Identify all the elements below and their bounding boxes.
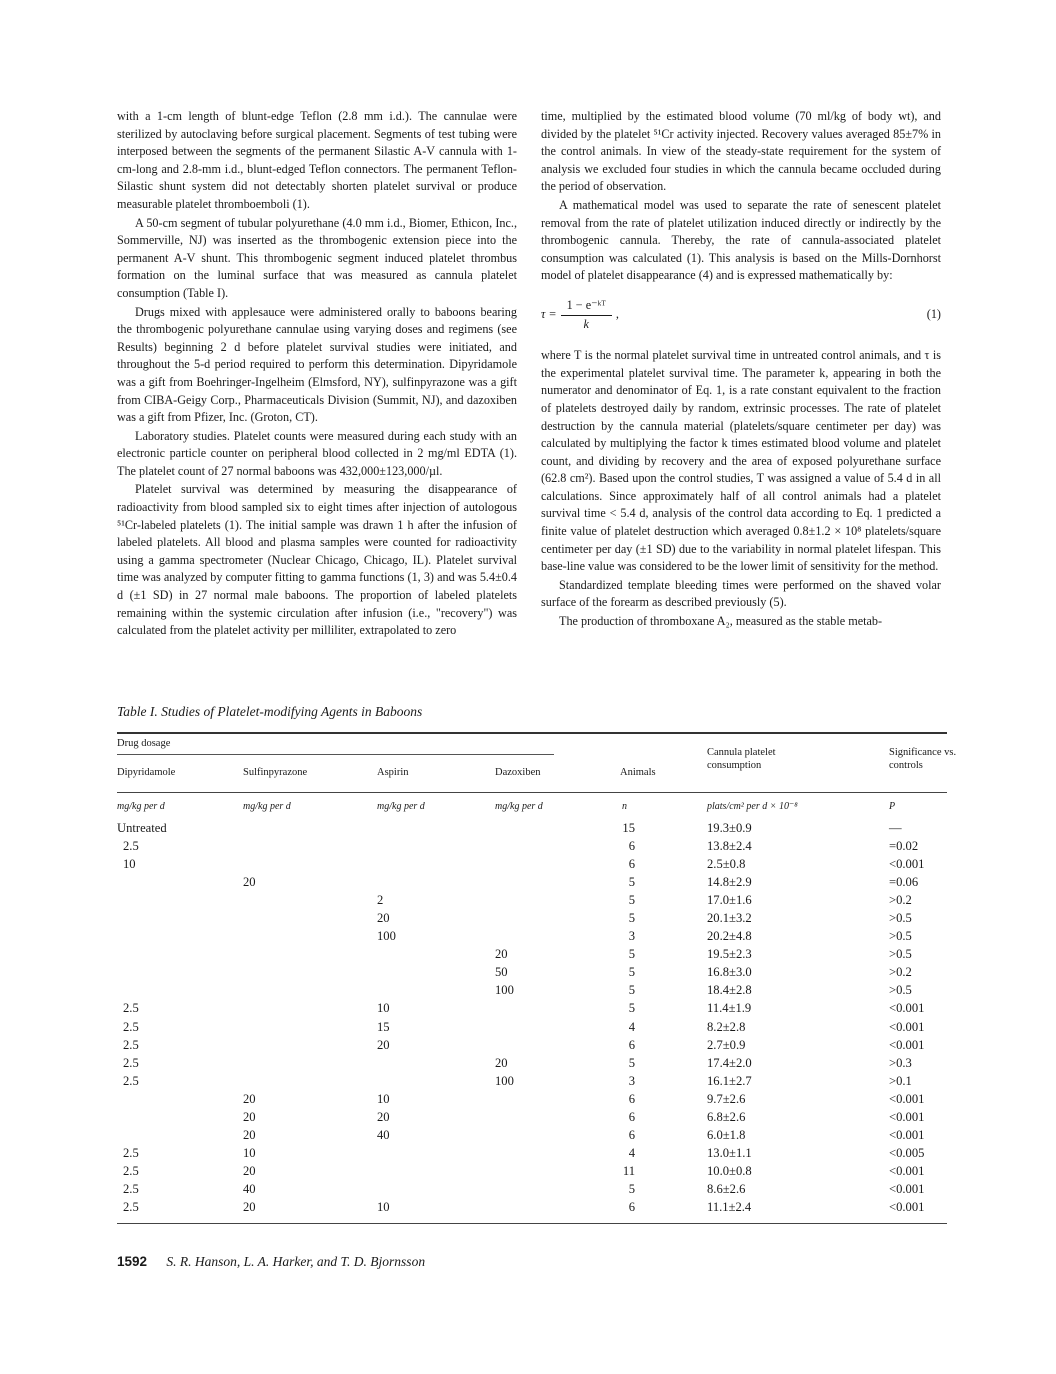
significance-cell: >0.2 xyxy=(889,892,912,907)
dipyridamole-cell: 10 xyxy=(123,856,136,871)
col-header-dazoxiben: Dazoxiben xyxy=(495,766,541,778)
consumption-cell: 9.7±2.6 xyxy=(707,1091,746,1106)
page-footer xyxy=(117,1254,425,1270)
animals-cell: 5 xyxy=(628,1001,635,1016)
table-body xyxy=(117,821,947,1219)
table-row xyxy=(117,821,947,839)
animals-cell: 11 xyxy=(622,1164,635,1179)
aspirin-cell: 10 xyxy=(377,1001,390,1016)
equation-denominator: k xyxy=(583,316,589,331)
consumption-cell: 16.1±2.7 xyxy=(707,1073,752,1088)
sulfinpyrazone-cell: 20 xyxy=(243,1091,256,1106)
animals-cell: 4 xyxy=(628,1146,635,1161)
significance-cell: >0.3 xyxy=(889,1055,912,1070)
table-group-header-row xyxy=(117,734,947,754)
significance-cell: <0.001 xyxy=(889,856,925,871)
significance-cell: <0.001 xyxy=(889,1128,925,1143)
unit-cell: n xyxy=(622,800,627,812)
dazoxiben-cell: 20 xyxy=(495,947,508,962)
equation-numerator: 1 − e⁻ᵏᵀ xyxy=(561,297,612,316)
sulfinpyrazone-cell: 20 xyxy=(243,1128,256,1143)
table-row xyxy=(117,857,947,875)
consumption-cell: 19.3±0.9 xyxy=(707,820,752,835)
table-caption: Table I. Studies of Platelet-modifying Agents in Baboons xyxy=(117,704,423,719)
aspirin-cell: 20 xyxy=(377,1037,390,1052)
consumption-cell: 20.2±4.8 xyxy=(707,929,752,944)
table-row xyxy=(117,1128,947,1146)
sulfinpyrazone-cell: 20 xyxy=(243,1200,256,1215)
table-row xyxy=(117,875,947,893)
table-row xyxy=(117,929,947,947)
dipyridamole-cell: Untreated xyxy=(117,820,167,835)
consumption-cell: 6.0±1.8 xyxy=(707,1128,746,1143)
dipyridamole-cell: 2.5 xyxy=(123,1001,139,1016)
table-bottom-rule xyxy=(117,1223,947,1224)
significance-cell: >0.5 xyxy=(889,929,912,944)
significance-cell: >0.5 xyxy=(889,947,912,962)
table-row xyxy=(117,1200,947,1218)
animals-cell: 6 xyxy=(628,1110,635,1124)
significance-cell: <0.001 xyxy=(889,1200,925,1215)
unit-cell: plats/cm² per d × 10⁻⁸ xyxy=(707,800,798,812)
paragraph: Drugs mixed with applesauce were administered orally to baboons bearing the thrombogenic polyurethane cannulae using varying doses and regimens (see Results) beginning 2 d before platelet survival studies were initiated, and throughout the 5-d period required to perform this determination. Dipyridamole was a gift from Boehringer-Ingelheim (Elmsford, NY), sulfinpyrazone was a gift from CIBA-Geigy Corp., Pharmaceuticals Division (Summit, NJ), and dazoxiben was a gift from Pfizer, Inc. (Groton, CT). xyxy=(117,304,517,425)
animals-cell: 5 xyxy=(628,892,635,907)
dipyridamole-cell: 2.5 xyxy=(123,838,139,853)
animals-cell: 6 xyxy=(628,1128,635,1143)
equation-number: (1) xyxy=(926,307,941,322)
aspirin-cell: 2 xyxy=(377,892,384,907)
table-row xyxy=(117,839,947,857)
aspirin-cell: 20 xyxy=(377,1110,390,1124)
paragraph: The production of thromboxane A₂, measured as the stable metab- xyxy=(559,614,883,629)
animals-cell: 5 xyxy=(628,874,635,889)
sulfinpyrazone-cell: 20 xyxy=(243,1110,256,1124)
animals-cell: 5 xyxy=(628,965,635,980)
table-row xyxy=(117,911,947,929)
dazoxiben-cell: 100 xyxy=(495,983,514,998)
consumption-cell: 13.8±2.4 xyxy=(707,838,752,853)
dazoxiben-cell: 50 xyxy=(495,965,508,980)
table-units-row xyxy=(117,793,947,821)
aspirin-cell: 20 xyxy=(377,910,390,925)
table-row xyxy=(117,1020,947,1038)
table-row xyxy=(117,965,947,983)
col-header-aspirin: Aspirin xyxy=(377,766,409,778)
consumption-cell: 14.8±2.9 xyxy=(707,874,752,889)
significance-cell: <0.001 xyxy=(889,1110,925,1124)
table-row xyxy=(117,1164,947,1182)
table-row xyxy=(117,1182,947,1200)
table-row xyxy=(117,1074,947,1092)
consumption-cell: 8.2±2.8 xyxy=(707,1019,746,1034)
aspirin-cell: 10 xyxy=(377,1200,390,1215)
paragraph: with a 1-cm length of blunt-edge Teflon (2.8 mm i.d.). The cannulae were sterilized by autoclaving before surgical placement. Segments of test tubing were interposed between the segments of the permanent Silastic A-V cannula with 1-cm-long and 2.8-mm i.d., blunt-edged Teflon connectors. The permanent Teflon-Silastic shunt system did not detectably shorten platelet survival or produce measurable platelet thromboemboli (1). xyxy=(117,109,517,211)
consumption-cell: 8.6±2.6 xyxy=(707,1182,746,1197)
significance-cell: >0.5 xyxy=(889,983,912,998)
paragraph: time, multiplied by the estimated blood volume (70 ml/kg of body wt), and divided by the platelet ⁵¹Cr activity injected. Recovery values averaged 85±7% in the control animals. In view of the steady-state requirement for the system of analysis we excluded four studies in which the cannula became occluded during the period of observation. xyxy=(541,109,941,194)
col-header-sulfinpyrazone: Sulfinpyrazone xyxy=(243,766,308,778)
table-row xyxy=(117,983,947,1001)
paragraph: A 50-cm segment of tubular polyurethane (4.0 mm i.d., Biomer, Ethicon, Inc., Sommerville, NJ) was inserted as the thrombogenic extension piece into the permanent A-V shunt. This thrombogenic segment induced platelet thrombus formation on the luminal surface that was measured as cannula platelet consumption (Table I). xyxy=(117,215,517,300)
significance-cell: >0.2 xyxy=(889,965,912,980)
dipyridamole-cell: 2.5 xyxy=(123,1019,139,1034)
table-row xyxy=(117,1110,947,1128)
animals-cell: 6 xyxy=(628,1200,635,1215)
consumption-cell: 20.1±3.2 xyxy=(707,910,752,925)
significance-cell: — xyxy=(889,820,902,835)
significance-cell: >0.1 xyxy=(889,1073,912,1088)
animals-cell: 5 xyxy=(628,947,635,962)
equation-fraction xyxy=(561,297,612,333)
consumption-cell: 13.0±1.1 xyxy=(707,1146,752,1161)
animals-cell: 5 xyxy=(628,910,635,925)
unit-cell: mg/kg per d xyxy=(117,800,165,812)
consumption-cell: 17.4±2.0 xyxy=(707,1055,752,1070)
author-line: S. R. Hanson, L. A. Harker, and T. D. Bjornsson xyxy=(166,1254,426,1269)
paragraph: Platelet survival was determined by measuring the disappearance of radioactivity from blood sampled six to eight times after injection of autologous ⁵¹Cr-labeled platelets (1). The initial sample was drawn 1 h after the infusion of labeled platelets. All blood and plasma samples were counted for radioactivity using a gamma spectrometer (Nuclear Chicago, Chicago, IL). Platelet survival time was analyzed by computer fitting to gamma functions (1, 3) and was 5.4±0.4 d (±1 SD) in 27 normal male baboons. The proportion of labeled platelets remaining within the systemic circulation after infusion (i.e., "recovery") was calculated from the platelet activity per milliliter, extrapolated to zero xyxy=(117,482,517,638)
dipyridamole-cell: 2.5 xyxy=(123,1055,139,1070)
equation-1 xyxy=(541,297,941,333)
dipyridamole-cell: 2.5 xyxy=(123,1037,139,1052)
animals-cell: 6 xyxy=(628,838,635,853)
table-row xyxy=(117,1038,947,1056)
consumption-cell: 17.0±1.6 xyxy=(707,892,752,907)
paragraph: where T is the normal platelet survival time in untreated control animals, and τ is the experimental platelet survival time. The parameter k, appearing in both the numerator and denominator of Eq. 1, is a rate constant equivalent to the fraction of platelets destroyed daily by random, extrinsic processes. The rate of platelet destruction by the cannula material (platelets/square centimeter per day) was calculated by multiplying the factor k times estimated blood volume and platelet count, and dividing by recovery and the area of exposed polyurethane surface (62.8 cm²). Based upon the control studies, T was assigned a value of 5.4 d in all calculations. Since approximately half of all control animals had a platelet survival time < 5.4 d, analysis of the control data according to Eq. 1 predicted a finite value of platelet destruction which averaged 0.8±1.2 × 10⁸ platelets/square centimeter per day (±1 SD) due to the variability in normal platelet lifespan. This base-line value was considered to be the lower limit of sensitivity for the method. xyxy=(541,348,941,574)
col-header-consumption: Cannula platelet consumption xyxy=(707,746,776,771)
unit-cell: mg/kg per d xyxy=(495,800,543,812)
significance-cell: <0.001 xyxy=(889,1182,925,1197)
animals-cell: 5 xyxy=(628,1055,635,1070)
left-text-column xyxy=(117,108,517,640)
page-number: 1592 xyxy=(117,1254,148,1269)
col-header-animals: Animals xyxy=(620,766,656,778)
sulfinpyrazone-cell: 40 xyxy=(243,1182,256,1197)
animals-cell: 15 xyxy=(622,820,635,835)
aspirin-cell: 100 xyxy=(377,929,396,944)
equation-trail: , xyxy=(615,307,619,322)
table-row xyxy=(117,947,947,965)
consumption-cell: 6.8±2.6 xyxy=(707,1110,746,1124)
aspirin-cell: 10 xyxy=(377,1091,390,1106)
animals-cell: 4 xyxy=(628,1019,635,1034)
consumption-cell: 2.7±0.9 xyxy=(707,1037,746,1052)
animals-cell: 6 xyxy=(628,1037,635,1052)
consumption-cell: 19.5±2.3 xyxy=(707,947,752,962)
dipyridamole-cell: 2.5 xyxy=(123,1182,139,1197)
table-row xyxy=(117,1146,947,1164)
drug-dosage-header: Drug dosage xyxy=(117,737,171,749)
dipyridamole-cell: 2.5 xyxy=(123,1200,139,1215)
significance-cell: <0.001 xyxy=(889,1001,925,1016)
table-row xyxy=(117,1001,947,1019)
unit-cell: P xyxy=(889,800,896,812)
paragraph: A mathematical model was used to separate the rate of senescent platelet removal from the rate of platelet utilization induced directly or indirectly by the thrombogenic cannula. Thereby, the rate of cannula-associated platelet consumption was calculated (1). This analysis is based on the Mills-Dornhorst model of platelet disappearance (4) and is expressed mathematically by: xyxy=(541,197,941,283)
significance-cell: <0.001 xyxy=(889,1019,925,1034)
right-text-column xyxy=(541,108,941,631)
animals-cell: 6 xyxy=(628,856,635,871)
significance-cell: <0.001 xyxy=(889,1091,925,1106)
animals-cell: 3 xyxy=(628,929,635,944)
table-row xyxy=(117,893,947,911)
data-table xyxy=(117,732,957,1224)
paragraph: Standardized template bleeding times were performed on the shaved volar surface of the forearm as described previously (5). xyxy=(541,577,941,610)
sulfinpyrazone-cell: 20 xyxy=(243,874,256,889)
consumption-cell: 18.4±2.8 xyxy=(707,983,752,998)
significance-cell: <0.001 xyxy=(889,1164,925,1179)
col-header-dipyridamole: Dipyridamole xyxy=(117,766,176,778)
dipyridamole-cell: 2.5 xyxy=(123,1073,139,1088)
paragraph: Laboratory studies. Platelet counts were measured during each study with an electronic particle counter on peripheral blood collected in 2 mg/ml EDTA (1). The platelet count of 27 normal baboons was 432,000±123,000/µl. xyxy=(117,428,517,478)
dazoxiben-cell: 20 xyxy=(495,1055,508,1070)
consumption-cell: 2.5±0.8 xyxy=(707,856,746,871)
dipyridamole-cell: 2.5 xyxy=(123,1146,139,1161)
significance-cell: <0.001 xyxy=(889,1037,925,1052)
table-column-header-row xyxy=(117,746,957,792)
unit-cell: mg/kg per d xyxy=(377,800,425,812)
significance-cell: =0.02 xyxy=(889,838,919,853)
consumption-cell: 10.0±0.8 xyxy=(707,1164,752,1179)
significance-cell: <0.005 xyxy=(889,1146,925,1161)
animals-cell: 6 xyxy=(628,1091,635,1106)
significance-cell: =0.06 xyxy=(889,874,919,889)
dazoxiben-cell: 100 xyxy=(495,1073,514,1088)
animals-cell: 5 xyxy=(628,983,635,998)
equation-lhs: τ = xyxy=(541,307,557,322)
aspirin-cell: 40 xyxy=(377,1128,390,1143)
dipyridamole-cell: 2.5 xyxy=(123,1164,139,1179)
sulfinpyrazone-cell: 10 xyxy=(243,1146,256,1161)
unit-cell: mg/kg per d xyxy=(243,800,291,812)
table-row xyxy=(117,1092,947,1110)
animals-cell: 3 xyxy=(628,1073,635,1088)
significance-cell: >0.5 xyxy=(889,910,912,925)
col-header-significance: Significance vs. controls xyxy=(889,746,957,771)
consumption-cell: 16.8±3.0 xyxy=(707,965,752,980)
consumption-cell: 11.4±1.9 xyxy=(707,1001,752,1016)
consumption-cell: 11.1±2.4 xyxy=(707,1200,752,1215)
table-row xyxy=(117,1056,947,1074)
animals-cell: 5 xyxy=(628,1182,635,1197)
sulfinpyrazone-cell: 20 xyxy=(243,1164,256,1179)
aspirin-cell: 15 xyxy=(377,1019,390,1034)
